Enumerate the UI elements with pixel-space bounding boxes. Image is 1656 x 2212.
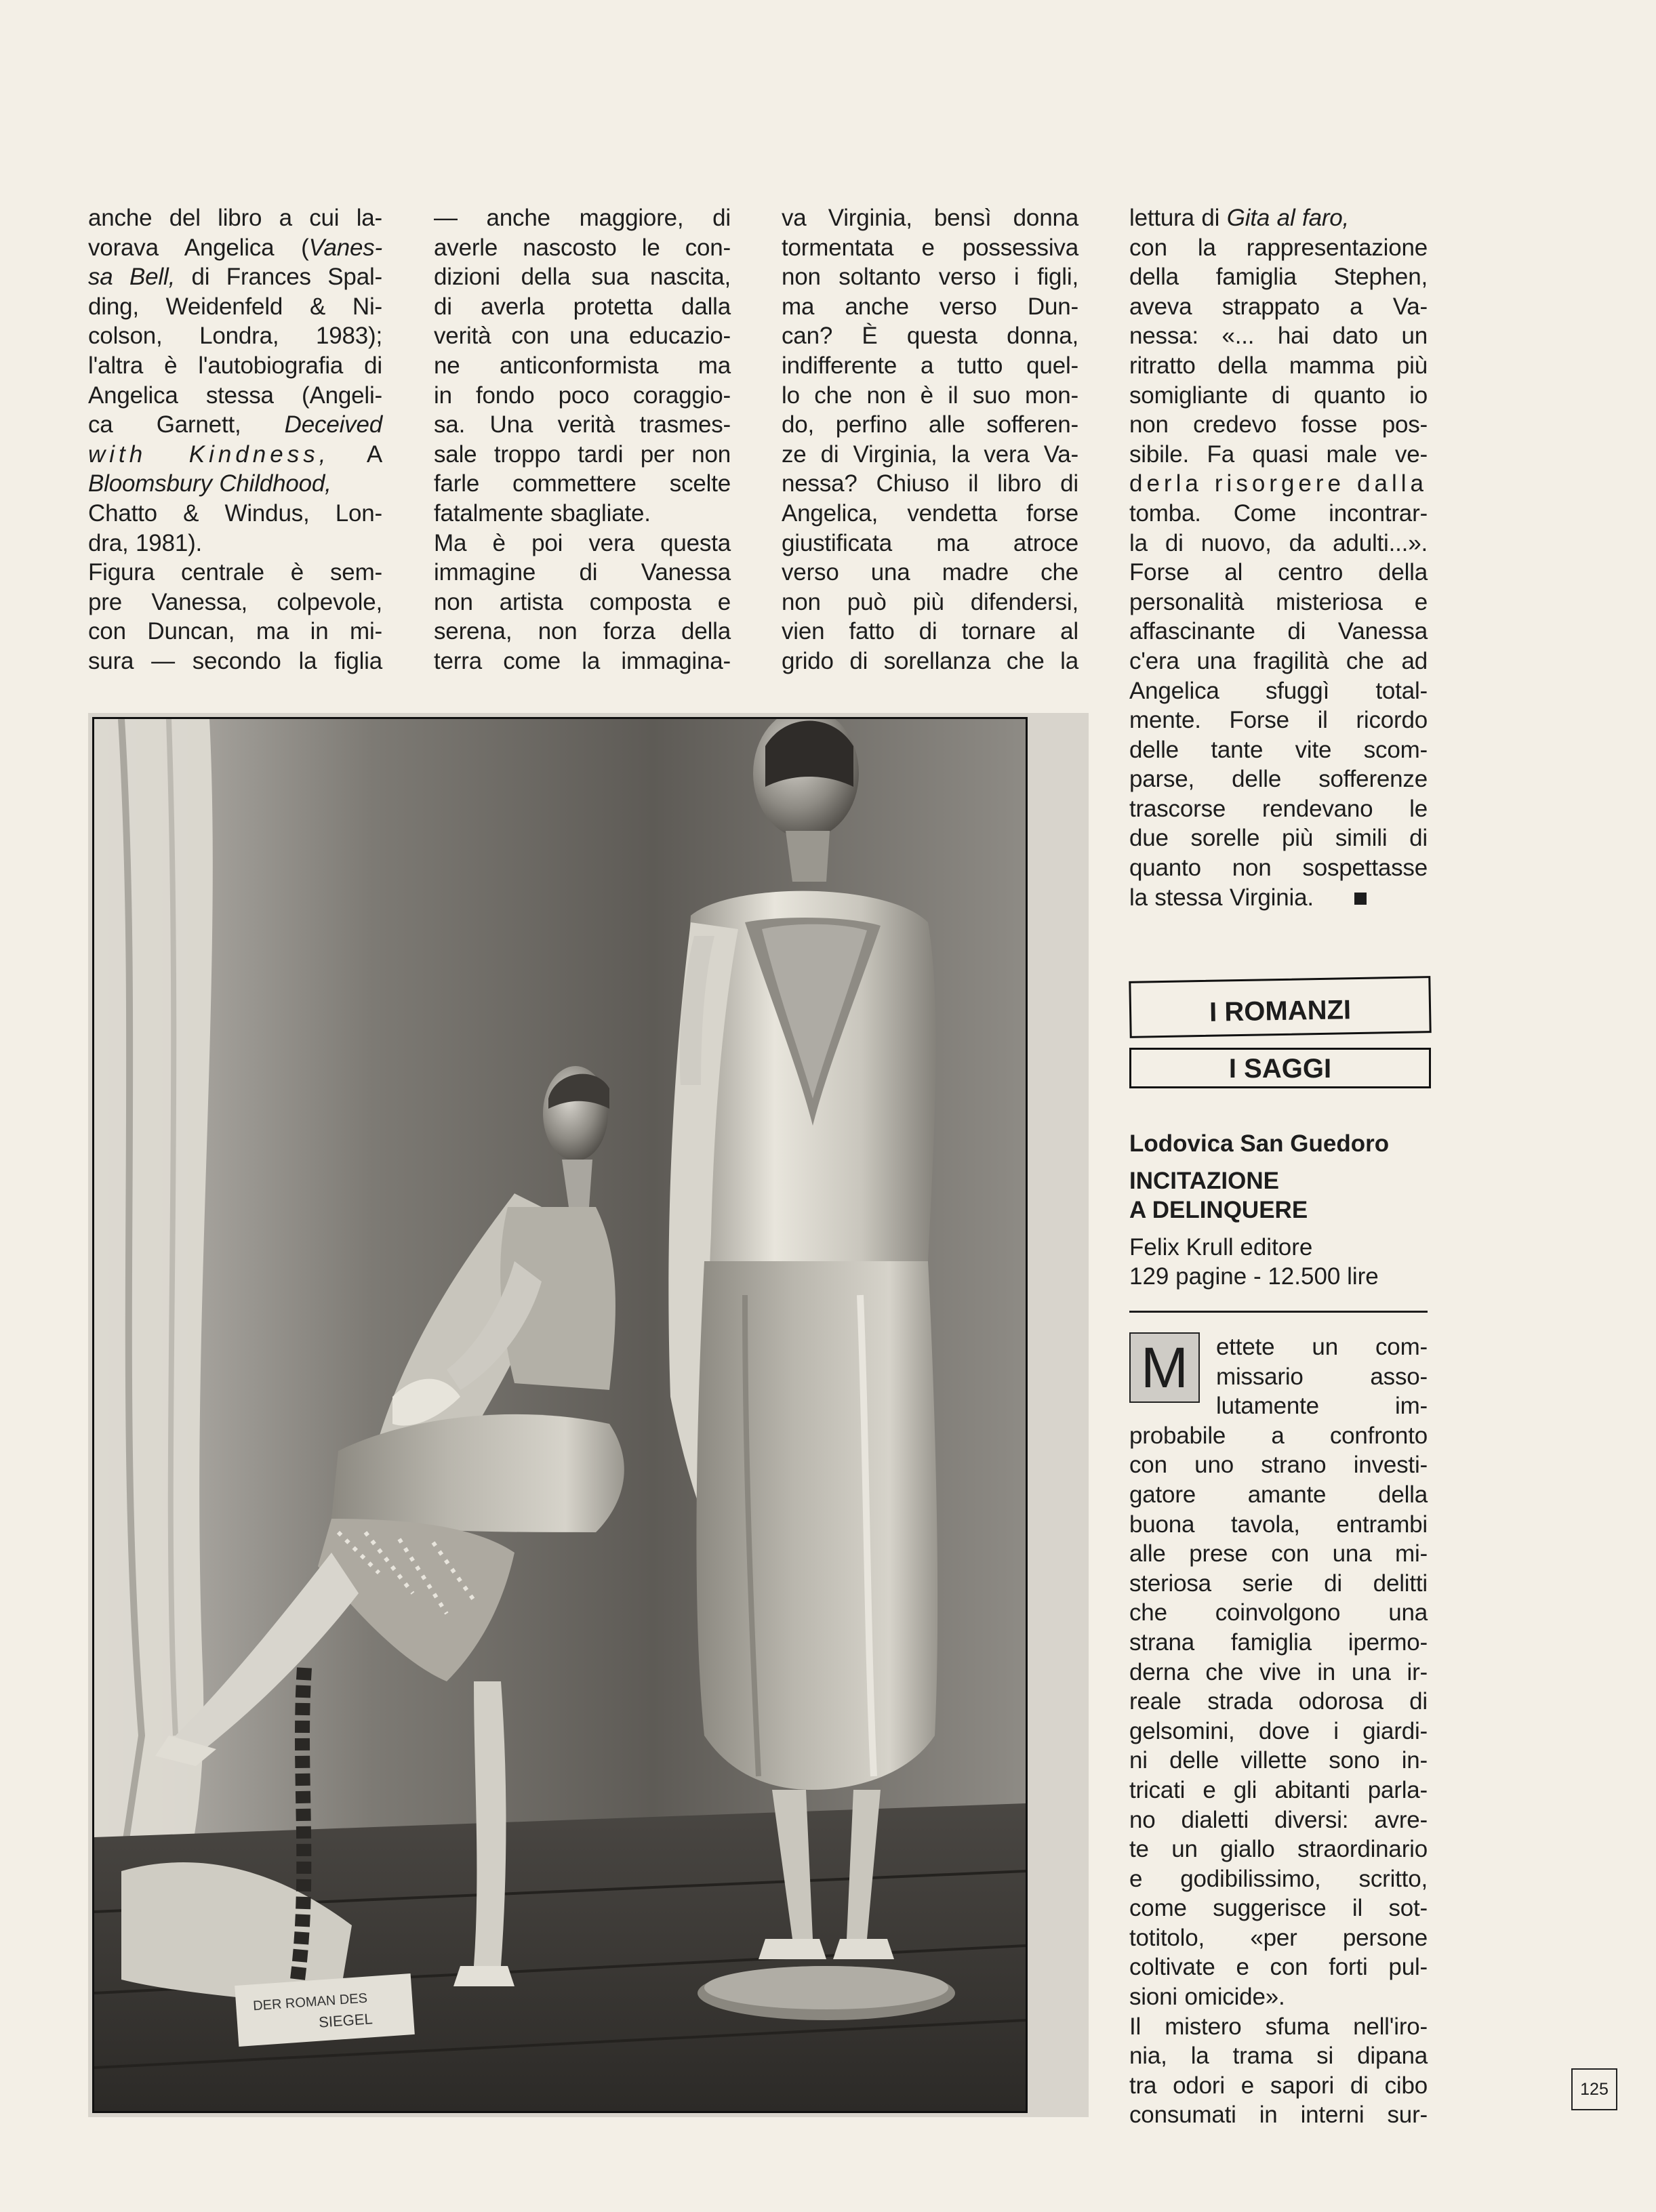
text-line: due sorelle più simili di — [1129, 825, 1428, 852]
italic-title: Vanes- — [308, 234, 382, 261]
text-line: nessa: «... hai dato un — [1129, 323, 1428, 350]
text-line: affascinante di Vanessa — [1129, 618, 1428, 645]
book-details: 129 pagine - 12.500 lire — [1129, 1263, 1379, 1290]
text-line: gatore amante della — [1129, 1481, 1428, 1508]
photo-frame — [92, 717, 1028, 2113]
text-line: verso una madre che — [782, 559, 1078, 586]
text-line: strana famiglia ipermo- — [1129, 1629, 1428, 1656]
book-publication — [1129, 1233, 1379, 1291]
text-line: immagine di Vanessa — [434, 559, 731, 586]
page-number: 125 — [1571, 2068, 1617, 2110]
book-title-line: A DELINQUERE — [1129, 1197, 1308, 1223]
text-line: fatalmente sbagliate. — [434, 499, 651, 527]
text-line: averle nascosto le con- — [434, 234, 731, 261]
text-line: ni delle villette sono in- — [1129, 1747, 1428, 1774]
text-line: no dialetti diversi: avre- — [1129, 1806, 1428, 1833]
text-line: non può più difendersi, — [782, 588, 1078, 615]
text-line: terra come la immagina- — [434, 647, 731, 674]
book-author: Lodovica San Guedoro — [1129, 1130, 1390, 1157]
text-line: buona tavola, entrambi — [1129, 1511, 1428, 1538]
text-line: sale troppo tardi per non — [434, 441, 731, 468]
text-line: gelsomini, dove i giardi- — [1129, 1717, 1428, 1744]
text-line: probabile a confronto — [1129, 1422, 1428, 1449]
text-line: non credevo fosse pos- — [1129, 411, 1428, 438]
text-line: lo che non è il suo mon- — [782, 382, 1078, 409]
shop-box — [235, 1973, 415, 2047]
text-line: tormentata e possessiva — [782, 234, 1078, 261]
review-text — [1129, 1332, 1428, 2130]
text-line: vorava Angelica (Vanes- — [88, 234, 382, 261]
italic-title: Gita al faro, — [1226, 205, 1350, 231]
text-line: ma anche verso Dun- — [782, 293, 1078, 320]
text-line: derla risorgere dalla — [1129, 470, 1428, 497]
text-line: ca Garnett, Deceived — [88, 411, 382, 438]
text-line: with Kindness, A — [88, 441, 382, 468]
text-line: derna che vive in una ir- — [1129, 1658, 1428, 1685]
text-line: totitolo, «per persone — [1129, 1924, 1428, 1951]
divider — [1129, 1311, 1428, 1313]
text-line: nia, la trama si dipana — [1129, 2043, 1428, 2070]
text-line: che coinvolgono una — [1129, 1599, 1428, 1626]
text-line: Angelica, vendetta forse — [782, 499, 1078, 527]
book-publisher: Felix Krull editore — [1129, 1234, 1313, 1261]
text-line: anche del libro a cui la- — [88, 205, 382, 231]
text-line: Figura centrale è sem- — [88, 559, 382, 586]
text-line: parse, delle sofferenze — [1129, 766, 1428, 793]
text-line: tra odori e sapori di cibo — [1129, 2072, 1428, 2099]
text-line: consumati in interni sur- — [1129, 2102, 1428, 2129]
text-line — [1129, 883, 1428, 913]
text-line: in fondo poco coraggio- — [434, 382, 731, 409]
text-column-2 — [434, 203, 731, 676]
text-line: nessa? Chiuso il libro di — [782, 470, 1078, 497]
text-line: tricati e gli abitanti parla- — [1129, 1776, 1428, 1803]
text-line: giustificata ma atroce — [782, 529, 1078, 556]
text-line: trascorse rendevano le — [1129, 795, 1428, 822]
text-line: sioni omicide». — [1129, 1984, 1285, 2011]
text-line: quanto non sospettasse — [1129, 855, 1428, 882]
text-line: te un giallo straordinario — [1129, 1836, 1428, 1863]
text-line: grido di sorellanza che la — [782, 647, 1078, 674]
text-line: do, perfino alle sofferen- — [782, 411, 1078, 438]
text-line: ding, Weidenfeld & Ni- — [88, 293, 382, 320]
text-line: la di nuovo, da adulti...». — [1129, 529, 1428, 556]
text-line: Chatto & Windus, Lon- — [88, 499, 382, 527]
text-line: vien fatto di tornare al — [782, 618, 1078, 645]
text-line: Il mistero sfuma nell'iro- — [1129, 2013, 1428, 2040]
book-title-line: INCITAZIONE — [1129, 1168, 1280, 1194]
text-line: somigliante di quanto io — [1129, 382, 1428, 409]
box-label-line-2: SIEGEL — [318, 2010, 373, 2031]
text-line: personalità misteriosa e — [1129, 588, 1428, 615]
text-line: indifferente a tutto quel- — [782, 352, 1078, 379]
text-line: alle prese con una mi- — [1129, 1540, 1428, 1568]
text-line: non soltanto verso i figli, — [782, 264, 1078, 291]
text-line: serena, non forza della — [434, 618, 731, 645]
text-line: Angelica sfuggì total- — [1129, 677, 1428, 704]
text-line: va Virginia, bensì donna — [782, 205, 1078, 231]
text-line: c'era una fragilità che ad — [1129, 647, 1428, 674]
text-line: pre Vanessa, colpevole, — [88, 588, 382, 615]
text-line: sa. Una verità trasmes- — [434, 411, 731, 438]
text-line: dizioni della sua nascita, — [434, 264, 731, 291]
text-line: ettete un com- — [1216, 1334, 1428, 1360]
drop-cap: M — [1129, 1332, 1200, 1403]
section-label-romanzi: I ROMANZI — [1129, 976, 1431, 1038]
text-line: sibile. Fa quasi male ve- — [1129, 441, 1428, 468]
italic-title: Bloomsbury Childhood, — [88, 470, 331, 497]
section-label-saggi: I SAGGI — [1129, 1048, 1431, 1088]
text-line: ritratto della mamma più — [1129, 352, 1428, 379]
text-line: steriosa serie di delitti — [1129, 1570, 1428, 1597]
text-column-1 — [88, 203, 382, 676]
photo-mannequins — [88, 713, 1089, 2117]
text-line: Angelica stessa (Angeli- — [88, 382, 382, 409]
end-mark-icon — [1354, 893, 1367, 905]
text-line: della famiglia Stephen, — [1129, 264, 1428, 291]
text-line: l'altra è l'autobiografia di — [88, 352, 382, 379]
text-line: con uno strano investi- — [1129, 1452, 1428, 1479]
text-line: con la rappresentazione — [1129, 234, 1428, 261]
text-line: farle commettere scelte — [434, 470, 731, 497]
text-line: verità con una educazio- — [434, 323, 731, 350]
text-line: delle tante vite scom- — [1129, 736, 1428, 763]
text-column-4 — [1129, 203, 1428, 912]
text-line-last: la stessa Virginia. — [1129, 884, 1314, 911]
text-line: aveva strappato a Va- — [1129, 293, 1428, 320]
italic-title: with Kindness, — [88, 441, 330, 468]
text-column-3 — [782, 203, 1078, 676]
book-title — [1129, 1166, 1308, 1225]
text-line: ne anticonformista ma — [434, 352, 731, 379]
text-line: lutamente im- — [1216, 1393, 1428, 1420]
text-line: colson, Londra, 1983); — [88, 323, 382, 350]
text-line: non artista composta e — [434, 588, 731, 615]
text-line: sura — secondo la figlia — [88, 647, 382, 674]
text-line: coltivate e con forti pul- — [1129, 1954, 1428, 1981]
text-line: — anche maggiore, di — [434, 205, 731, 231]
text-line: Ma è poi vera questa — [434, 529, 731, 556]
text-line — [88, 469, 382, 499]
text-line: dra, 1981). — [88, 529, 203, 556]
text-line: di averla protetta dalla — [434, 293, 731, 320]
text-line: reale strada odorosa di — [1129, 1688, 1428, 1715]
text-line: ze di Virginia, la vera Va- — [782, 441, 1078, 468]
text-line: come suggerisce il sot- — [1129, 1895, 1428, 1922]
italic-title: sa Bell, — [88, 264, 176, 291]
text-line: Forse al centro della — [1129, 559, 1428, 586]
photo-illustration — [94, 719, 1026, 2111]
text-line: tomba. Come incontrar- — [1129, 499, 1428, 527]
text-line: e godibilissimo, scritto, — [1129, 1865, 1428, 1892]
text-line: lettura di Gita al faro, — [1129, 205, 1350, 231]
box-label-line-1: DER ROMAN DES — [252, 1990, 368, 2014]
text-line: mente. Forse il ricordo — [1129, 707, 1428, 734]
italic-title: Deceived — [284, 411, 382, 438]
text-line: missario asso- — [1216, 1363, 1428, 1390]
text-line: can? È questa donna, — [782, 323, 1078, 350]
text-line: con Duncan, ma in mi- — [88, 618, 382, 645]
text-line: sa Bell, di Frances Spal- — [88, 264, 382, 291]
